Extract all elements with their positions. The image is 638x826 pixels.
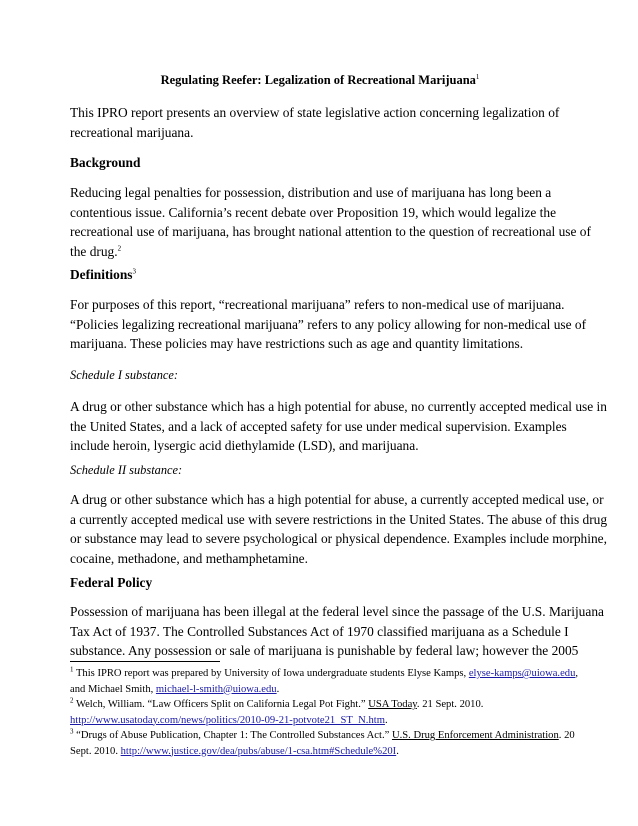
schedule2-line: A drug or other substance which has a high potential for abuse, a currently accepted medical use, or [70, 492, 604, 507]
footnote-3-source: U.S. Drug Enforcement Administration [391, 730, 559, 741]
intro-paragraph [70, 103, 570, 142]
schedule1-heading: Schedule I substance: [70, 368, 179, 382]
schedule2-line: a currently accepted medical use with severe restrictions in the United States. The abuse of this drug [70, 511, 608, 527]
intro-line: This IPRO report presents an overview of state legislative action concerning legalization of [70, 105, 560, 120]
schedule2-heading: Schedule II substance: [70, 463, 183, 477]
footnote-1-number: 1 [70, 665, 74, 674]
schedule2-line: or substance may lead to severe psychological or physical dependence. Examples include morphine, [70, 531, 607, 547]
schedule1-line: A drug or other substance which has a high potential for abuse, no currently accepted medical use in [70, 399, 607, 414]
definitions-line: For purposes of this report, “recreational marijuana” refers to non-medical use of marijuana. [70, 297, 565, 312]
footnote-2-number: 2 [70, 696, 74, 705]
footnote-3-number: 3 [70, 727, 74, 736]
intro-line: recreational marijuana. [70, 124, 194, 140]
schedule1-line: the United States, and a lack of accepted safety for use under medical supervision. Examples [70, 418, 567, 434]
federal-line: Possession of marijuana has been illegal at the federal level since the passage of the U.S. Marijuana [70, 604, 604, 619]
definitions-line: marijuana. These policies may have restrictions such as age and quantity limitations. [70, 336, 524, 352]
footnote-2 [70, 697, 570, 728]
footnote-1-email-michael[interactable]: michael-l-smith@uiowa.edu [155, 683, 277, 695]
background-line-end: the drug. [70, 244, 118, 260]
footnote-1-text-2: and Michael Smith, [70, 683, 156, 695]
schedule1-paragraph [70, 397, 607, 456]
background-line [70, 242, 570, 262]
document-title [70, 72, 570, 88]
background-line: recreational use of marijuana, has brought national attention to the question of recreational use of [70, 224, 591, 240]
footnote-3-date-2: Sept. 2010. [70, 745, 121, 757]
definitions-line: “Policies legalizing recreational marijuana” refers to any policy allowing for non-medical use of [70, 316, 587, 332]
footnote-divider [70, 661, 220, 662]
definitions-heading [70, 265, 570, 285]
background-line: contentious issue. California’s recent debate over Proposition 19, which would legalize the [70, 204, 557, 220]
footnote-1 [70, 665, 579, 697]
footnote-3-text: “Drugs of Abuse Publication, Chapter 1: The Controlled Substances Act.” [73, 730, 392, 741]
federal-line: Tax Act of 1937. The Controlled Substances Act of 1970 classified marijuana as a Schedule I [70, 623, 569, 639]
footnote-1-end: . [276, 683, 280, 695]
footnote-ref-3[interactable]: 3 [132, 267, 136, 276]
footnote-1-email-elyse[interactable]: elyse-kamps@uiowa.edu [468, 668, 576, 679]
footnote-ref-1[interactable]: 1 [475, 72, 480, 81]
background-heading: Background [70, 155, 141, 170]
footnote-3-url[interactable]: http://www.justice.gov/dea/pubs/abuse/1-csa.htm#Schedule%20I [120, 745, 397, 757]
background-paragraph [70, 183, 591, 262]
title-text: Regulating Reefer: Legalization of Recreational Marijuana [160, 73, 476, 87]
footnote-ref-2[interactable]: 2 [117, 244, 122, 253]
schedule2-paragraph [70, 490, 608, 569]
footnote-2-date: . 21 Sept. 2010. [416, 699, 484, 710]
definitions-heading-text: Definitions [70, 267, 133, 282]
schedule2-line: cocaine, methadone, and methamphetamine. [70, 551, 308, 567]
federal-heading: Federal Policy [70, 575, 153, 590]
federal-line: substance. Any possession or sale of marijuana is punishable by federal law; however the 2005 [70, 643, 579, 659]
footnote-2-end: . [384, 714, 388, 726]
footnote-2-url[interactable]: http://www.usatoday.com/news/politics/2010-09-21-potvote21_ST_N.htm [70, 714, 385, 726]
footnote-2-text: Welch, William. “Law Officers Split on California Legal Pot Fight.” [73, 699, 369, 710]
footnote-3 [70, 727, 575, 759]
schedule1-line: include heroin, lysergic acid diethylamide (LSD), and marijuana. [70, 438, 419, 454]
footnote-3-end: . [396, 745, 399, 757]
footnote-2-source: USA Today [368, 699, 417, 710]
footnote-1-text: This IPRO report was prepared by University of Iowa undergraduate students Elyse Kamps, [73, 668, 469, 679]
federal-paragraph [70, 602, 604, 661]
definitions-paragraph [70, 295, 587, 354]
footnote-1-comma: , [575, 668, 579, 679]
background-line: Reducing legal penalties for possession, distribution and use of marijuana has long been a [70, 185, 552, 200]
footnote-3-date: . 20 [558, 730, 575, 741]
